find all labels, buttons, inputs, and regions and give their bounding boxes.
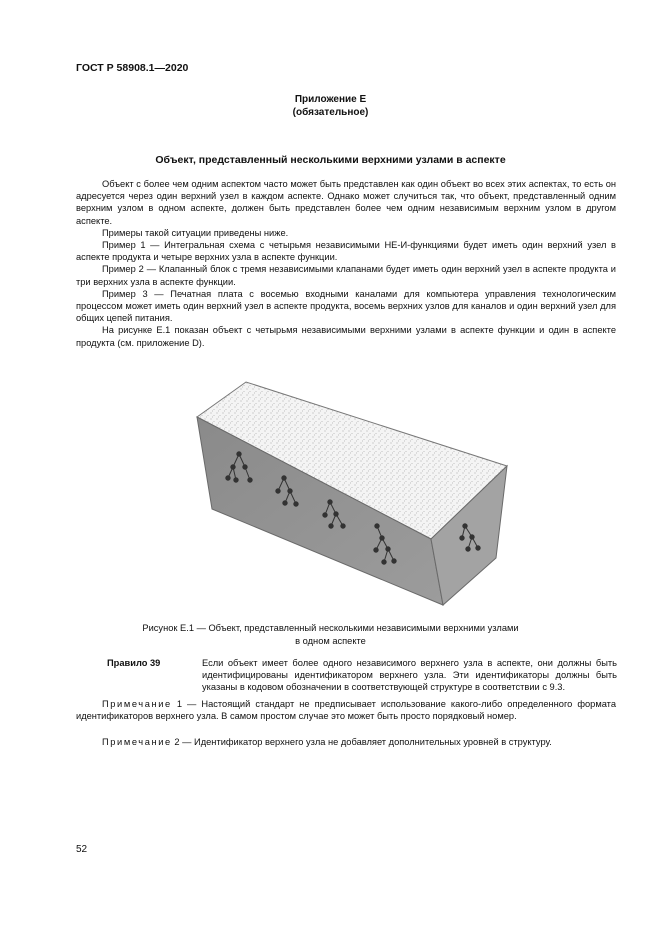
annex-title: Приложение Е — [294, 94, 367, 105]
figure-caption — [0, 622, 661, 647]
paragraph: Объект с более чем одним аспектом часто может быть представлен как один объект во всех этих аспектах, то есть он адресуется через один верхний узел в каждом аспекте. Однако может случиться так, что объект, представленный одним верхним узлом в одном аспекте, должен быть представлен более чем одним независимым верхним узлом в другом аспекте. — [76, 179, 616, 226]
paragraph: На рисунке Е.1 показан объект с четырьмя независимыми верхними узлами в аспекте функции и один в аспекте продукта (см. приложение D). — [76, 325, 616, 348]
paragraph: Пример 1 — Интегральная схема с четырьмя независимыми НЕ-И-функциями будет иметь один верхний узел в аспекте продукта и четыре верхних узла в аспекте функции. — [76, 240, 616, 263]
section-title: Объект, представленный несколькими верхними узлами в аспекте — [155, 154, 506, 166]
rule-block — [107, 657, 617, 694]
rule-text: Если объект имеет более одного независимого верхнего узла в аспекте, они должны быть идентифицированы идентификатором верхнего узла. Эти идентификаторы должны быть указаны в кодовом обозначении в соответствующей структуре в соответствии с 9.3. — [202, 658, 617, 693]
note-1 — [76, 698, 616, 722]
paragraph: Пример 3 — Печатная плата с восемью входными каналами для компьютера управления технологическим процессом может иметь один верхний узел в аспекте продукта, восемь верхних узлов для каналов и один верхний узел для общих цепей питания. — [76, 288, 616, 324]
note-label: Примечание — [102, 737, 172, 747]
figure-caption-line: в одном аспекте — [295, 635, 366, 646]
page-number: 52 — [76, 844, 88, 855]
rule-label: Правило 39 — [107, 658, 161, 668]
annex-heading — [0, 93, 661, 119]
body-text — [76, 178, 616, 349]
note-label: Примечание — [102, 699, 172, 709]
paragraph: Примеры такой ситуации приведены ниже. — [102, 227, 289, 238]
figure-caption-line: Рисунок Е.1 — Объект, представленный несколькими независимыми верхними узлами — [142, 623, 519, 633]
standard-header: ГОСТ Р 58908.1—2020 — [76, 62, 189, 74]
note-text: 2 — Идентификатор верхнего узла не добавляет дополнительных уровней в структуру. — [171, 737, 552, 747]
annex-status: (обязательное) — [292, 107, 369, 118]
note-2 — [76, 736, 616, 748]
paragraph: Пример 2 — Клапанный блок с тремя независимыми клапанами будет иметь один верхний узел в аспекте продукта и три верхних узла в аспекте функции. — [76, 264, 616, 287]
figure-e1-block — [0, 340, 661, 615]
note-text: 1 — Настоящий стандарт не предписывает использование какого-либо определенного формата идентификаторов верхнего узла. В самом простом случае это может быть просто порядковый номер. — [76, 699, 616, 722]
